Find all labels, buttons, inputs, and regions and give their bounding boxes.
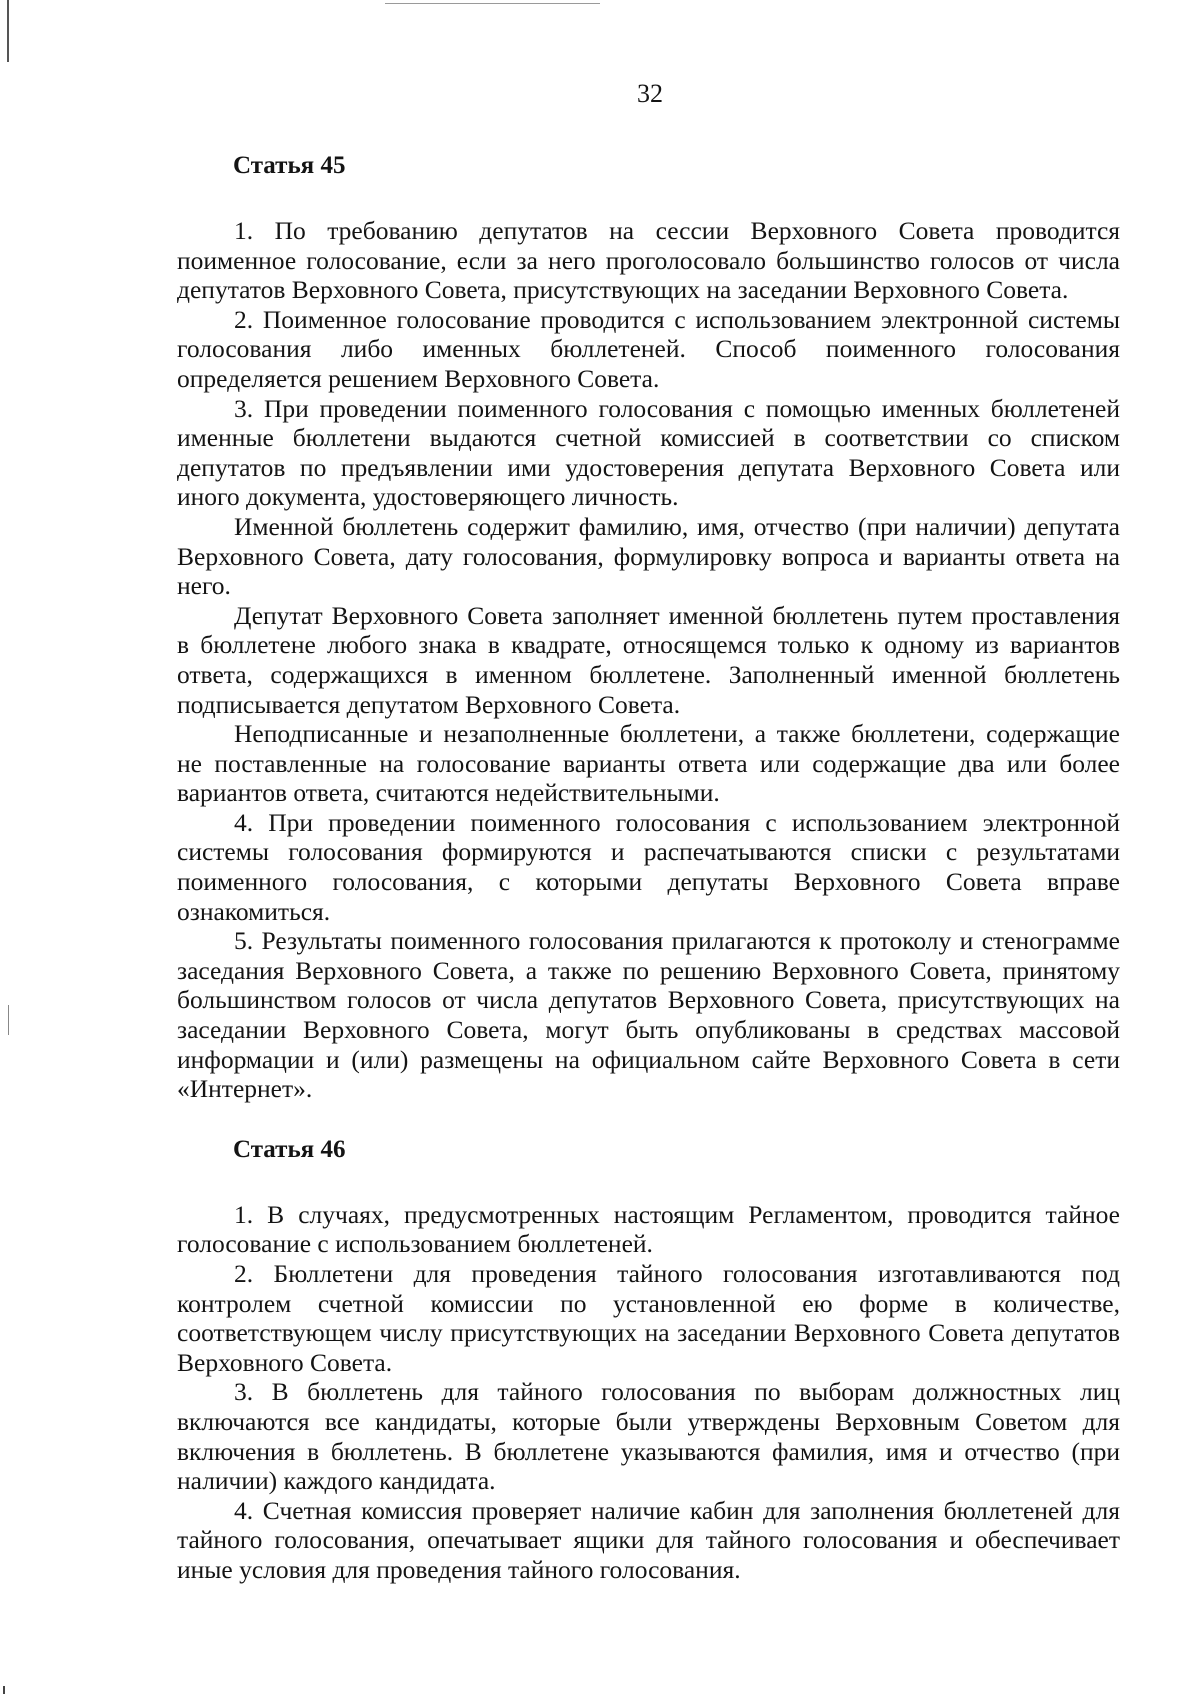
article-46-title: Статья 46 [233,1135,346,1163]
article-45-paragraph: Депутат Верховного Совета заполняет именной бюллетень путем проставления в бюллетене любого знака в квадрате, относящемся только к одному из вариантов ответа, содержащихся в именном бюллетене. Заполненный именной бюллетень подписывается депутатом Верховного Совета. [177,600,1120,719]
article-46-paragraph: 4. Счетная комиссия проверяет наличие кабин для заполнения бюллетеней для тайного голосования, опечатывает ящики для тайного голосования и обеспечивает иные условия для проведения тайного голосования. [177,1495,1120,1584]
article-45 [177,150,1120,1104]
article-46-paragraph: 1. В случаях, предусмотренных настоящим Регламентом, проводится тайное голосование с использованием бюллетеней. [177,1199,1120,1259]
article-45-paragraph: 2. Поименное голосование проводится с использованием электронной системы голосования либо именных бюллетеней. Способ поименного голосования определяется решением Верховного Совета. [177,304,1120,393]
article-46-paragraph: 2. Бюллетени для проведения тайного голосования изготавливаются под контролем счетной комиссии по установленной ею форме в количестве, соответствующем числу присутствующих на заседании Верховного Совета депутатов Верховного Совета. [177,1259,1120,1377]
document-body [177,150,1120,1585]
page-number: 32 [637,79,663,108]
article-45-paragraph: 1. По требованию депутатов на сессии Верховного Совета проводится поименное голосование, если за него проголосовало большинство голосов от числа депутатов Верховного Совета, присутствующих на заседании Верховного Совета. [177,216,1120,305]
article-45-title: Статья 45 [233,152,346,179]
scan-artifact-left-line [7,0,9,62]
scan-artifact-top-line [385,3,600,4]
scan-artifact-left-mark [8,1005,9,1035]
article-45-paragraph: Неподписанные и незаполненные бюллетени, а также бюллетени, содержащие не поставленные на голосование варианты ответа или содержащие два или более вариантов ответа, считаются недействительными. [177,719,1120,808]
article-45-paragraph: 3. При проведении поименного голосования с помощью именных бюллетеней именные бюллетени выдаются счетной комиссией в соответствии со списком депутатов по предъявлении ими удостоверения депутата Верховного Совета или иного документа, удостоверяющего личность. [177,393,1120,512]
article-46 [177,1134,1120,1585]
article-46-paragraph: 3. В бюллетень для тайного голосования по выборам должностных лиц включаются все кандидаты, которые были утверждены Верховным Советом для включения в бюллетень. В бюллетене указываются фамилия, имя и отчество (при наличии) каждого кандидата. [177,1377,1120,1496]
article-45-paragraph: Именной бюллетень содержит фамилию, имя, отчество (при наличии) депутата Верховного Совета, дату голосования, формулировку вопроса и варианты ответа на него. [177,511,1120,601]
scan-artifact-bottom-mark [3,1686,5,1694]
article-45-paragraph: 4. При проведении поименного голосования с использованием электронной системы голосования формируются и распечатываются списки с результатами поименного голосования, с которыми депутаты Верховного Совета вправе ознакомиться. [177,807,1120,926]
article-45-paragraph: 5. Результаты поименного голосования прилагаются к протоколу и стенограмме заседания Верховного Совета, а также по решению Верховного Совета, принятому большинством голосов от числа депутатов Верховного Совета, присутствующих на заседании Верховного Совета, могут быть опубликованы в средствах массовой информации и (или) размещены на официальном сайте Верховного Совета в сети «Интернет». [177,926,1120,1104]
